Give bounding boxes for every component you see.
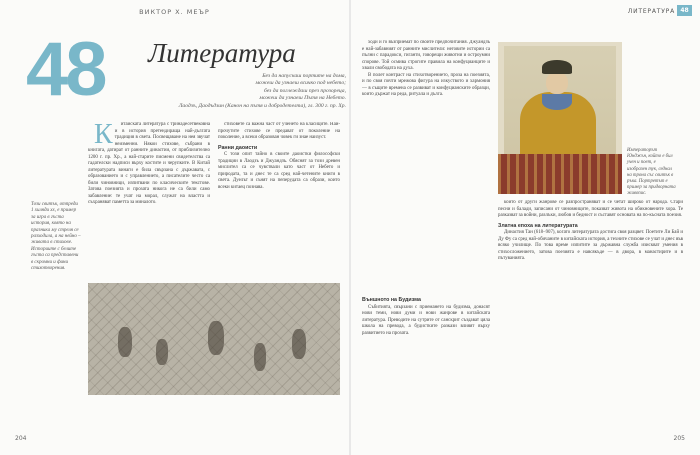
scroll-painting-image xyxy=(88,283,340,395)
text-column-2 xyxy=(218,122,340,280)
text-column-3b xyxy=(362,294,490,424)
portrait-rug xyxy=(498,154,622,194)
painted-figure xyxy=(292,329,306,359)
paragraph: итайската литература с тринадесетвековна и в история претендираща най-дългата традиция в света. Посвещаване на нея звучат неизменни. Някои стихове, събрани в книгата, датират от ранните династии, от приблизително 1200 г. пр. Хр., а най-старите писмени свидетелства са гадателски надписи върху костите и черупките. В Китай литературата винаги е била свързана с държавата, с образованието и с управлението, а писателите често са били чиновници, изпитвани по класическите текстове. Затова поезията и прозата никога не са били само забавление: те учат на морал, служат на властта и съхраняват паметта за миналото. xyxy=(88,122,210,205)
epigraph-line: Без да напускаш портите на дома, xyxy=(262,73,346,79)
running-header-left: ВИКТОР Х. МЕЪР xyxy=(139,8,210,16)
page-number-right: 205 xyxy=(673,435,685,442)
epigraph-line: можеш да узнаеш всичко под небето; xyxy=(255,80,346,87)
painted-figure xyxy=(208,321,224,355)
running-header-right: ЛИТЕРАТУРА xyxy=(627,8,675,15)
paragraph: които от други жанрове се разпространяват и се четат широко от народа. Стари песни и балади, записани от чиновниците, показват живота на обикновените хора. Те разказват за войни, разлъки, любов и бедност и съставят основата на по-късната поезия. xyxy=(498,200,683,218)
text-column-3 xyxy=(362,40,490,220)
paragraph: стиховете са важна част от ученето на класиците. Най-прочутите стихове се предават от поколение на поколение, а всеки образован човек ги знае наизуст. xyxy=(218,122,340,140)
paragraph: Династия Тан (618–907), когато литературата достига своя разцвет. Поетите Ли Бай и Ду Фу са сред най-обичаните в китайската история, а техните стихове се учат и днес във всяко училище. По това време изпитите за държавна служба изискват умения в стихосложението, затова поезията е навсякъде — в двора, в манастирите и в пътуванията. xyxy=(498,230,683,261)
paragraph: В полет контраст на стихотворението, проза на поезията, и по своя почти мрежова фигура на изкуството и хармония — в същите времена се развиват и конфуцианските образци, които държат на реда, ритуала и дълга. xyxy=(362,72,490,97)
paragraph: Събитията, свързани с приемането на будизма, донасят нови теми, нови думи и нови жанрове в китайската литература. Преводите на сутрите от санскрит създават цяла школа на превода, а будистките разкази влияят върху развитието на прозата. xyxy=(362,304,490,336)
sidebar-note: Този свитък, отпреди 1 хиляди хх, е пример за игра в гъста история, която на празника му стреля се разходила, а на нейно – живата в стихове. Историите с белите гъста са представени в скромни и фини стихотворения. xyxy=(31,202,81,272)
section-heading: Златна епоха на литературата xyxy=(498,222,578,229)
paragraph: ходи и го възприемат по своите предпочитания. Джуандзъ е най-забавният от ранните мислители: неговите истории са пълни с парадокси, гиганти, говорещи животни и остроумни спорове. Той осмива строгите правила на конфуцианците и хвали свободата на духа. xyxy=(362,40,490,71)
epigraph xyxy=(176,73,346,110)
portrait-hat xyxy=(542,60,572,74)
epigraph-source: Лаодзъ, Даодъдзин (Канон на пътя и добродетелта), гл. 300 г. пр. Хр. xyxy=(178,102,346,109)
emperor-portrait-image xyxy=(498,42,622,194)
chapter-number: 48 xyxy=(26,27,105,112)
chapter-title: Литература xyxy=(148,38,296,68)
section-heading: Външното на Будизма xyxy=(362,297,421,303)
image-caption: Императорът Юнджън, който е бил учен и поет, е изобразен тук, седнал на трона със свитък в ръка. Портретът е пример за придворната живопис. xyxy=(627,148,676,197)
drop-cap: К xyxy=(94,122,113,150)
epigraph-line: без да поглеждаш през прозореца, xyxy=(263,87,346,94)
paragraph: С този опит тайно в своите даоистки философски традиции в Лаодзъ и Джуандзъ. Обяснят за този древен мислител са се чувствали като част от Небето и природата, та и днес те са сред най-четените книги в света. Дуелът и сънят на пеперудата са образи, които всеки китаец познава. xyxy=(218,152,340,190)
epigraph-line: можеш да узнаеш Пътя на Небето. xyxy=(259,95,346,102)
section-heading: Ранни даоисти xyxy=(218,144,258,151)
painted-figure xyxy=(118,327,132,357)
page-number-left: 204 xyxy=(15,435,27,442)
painted-figure xyxy=(156,339,168,365)
portrait-face xyxy=(546,72,568,94)
painted-figure xyxy=(254,343,266,371)
portrait-collar xyxy=(542,94,572,110)
text-column-4 xyxy=(498,200,683,428)
text-column-1 xyxy=(88,122,210,280)
book-gutter xyxy=(349,0,351,455)
chapter-tab: 48 xyxy=(677,5,692,16)
